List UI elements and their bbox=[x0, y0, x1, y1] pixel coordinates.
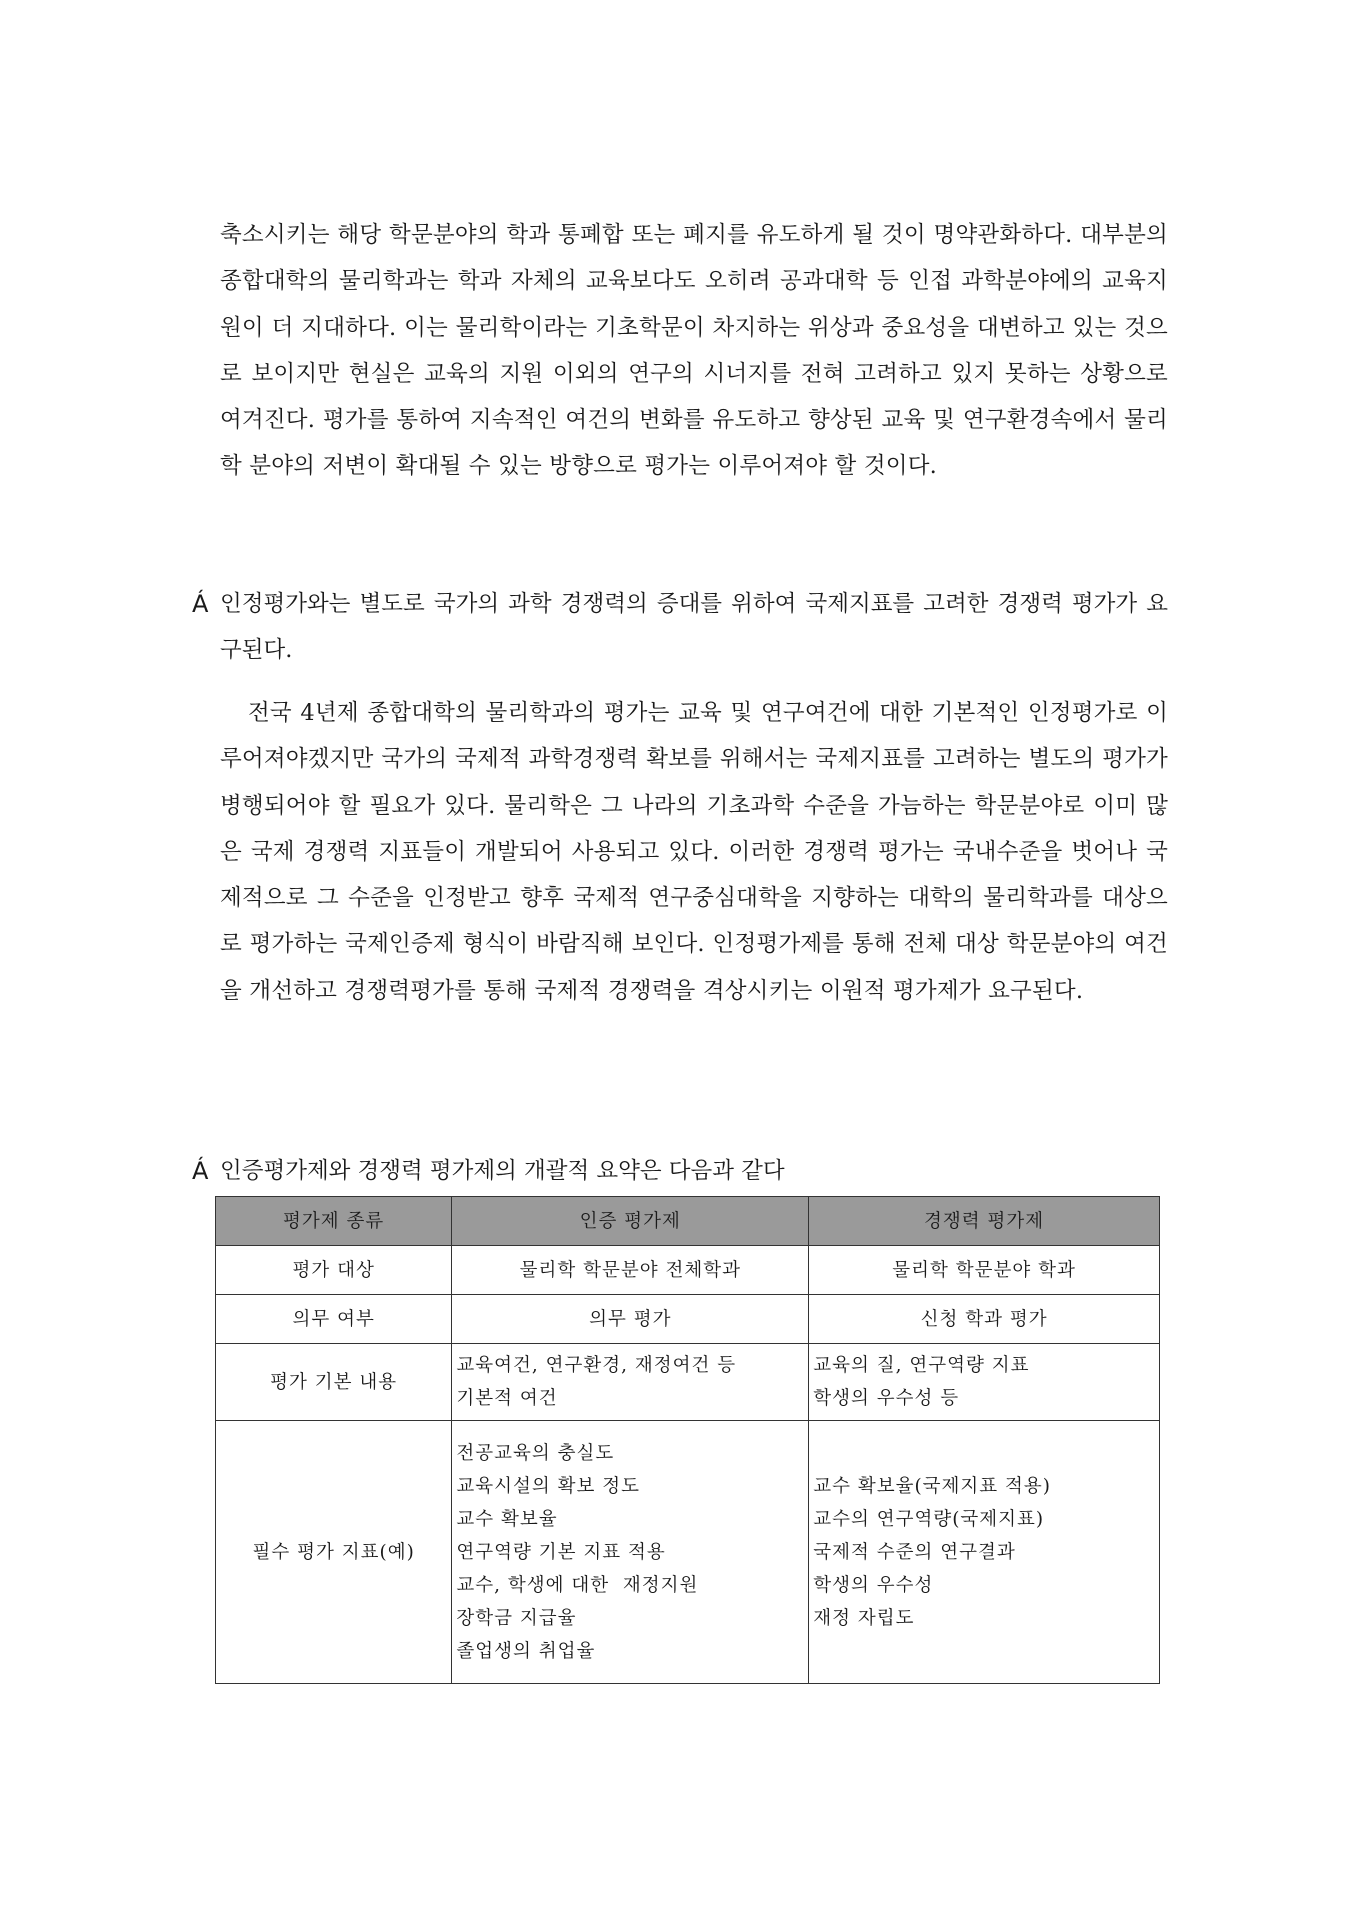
cell-line: 학생의 우수성 등 bbox=[813, 1388, 960, 1409]
table-row bbox=[216, 1246, 1160, 1295]
cell-line: 교수 확보율 bbox=[456, 1508, 558, 1530]
summary-table bbox=[215, 1196, 1160, 1684]
row-label: 필수 평가 지표(예) bbox=[216, 1421, 452, 1684]
row-label: 평가 대상 bbox=[216, 1246, 452, 1295]
table-cell bbox=[809, 1421, 1160, 1684]
cell-line: 교육시설의 확보 정도 bbox=[456, 1475, 640, 1497]
header-competitiveness: 경쟁력 평가제 bbox=[809, 1197, 1160, 1246]
table-header-row bbox=[216, 1197, 1160, 1246]
cell-line: 전공교육의 충실도 bbox=[456, 1442, 615, 1464]
table-row bbox=[216, 1421, 1160, 1684]
paragraph-continuation: 축소시키는 해당 학문분야의 학과 통폐합 또는 폐지를 유도하게 될 것이 명약관화하다. 대부분의 종합대학의 물리학과는 학과 자체의 교육보다도 오히려 공과대학 등 인접 과학분야에의 교육지원이 더 지대하다. 이는 물리학이라는 기초학문이 차지하는 위상과 중요성을 대변하고 있는 것으로 보이지만 현실은 교육의 지원 이외의 연구의 시너지를 전혀 고려하고 있지 못하는 상황으로 여겨진다. 평가를 통하여 지속적인 여건의 변화를 유도하고 향상된 교육 및 연구환경속에서 물리학 분야의 저변이 확대될 수 있는 방향으로 평가는 이루어져야 할 것이다. bbox=[220, 222, 1168, 480]
bullet-icon: Á bbox=[192, 1157, 209, 1185]
row-label: 의무 여부 bbox=[216, 1295, 452, 1344]
table-cell: 물리학 학문분야 학과 bbox=[809, 1246, 1160, 1295]
cell-line: 장학금 지급율 bbox=[456, 1607, 577, 1629]
bullet-text: 인정평가와는 별도로 국가의 과학 경쟁력의 증대를 위하여 국제지표를 고려한 경쟁력 평가가 요구된다. bbox=[220, 591, 1168, 664]
bullet-item-competitiveness bbox=[192, 581, 1168, 674]
cell-line: 졸업생의 취업율 bbox=[456, 1640, 596, 1662]
table-cell: 의무 평가 bbox=[452, 1295, 809, 1344]
cell-line: 교수, 학생에 대한 재정지원 bbox=[456, 1574, 699, 1596]
row-label: 평가 기본 내용 bbox=[216, 1344, 452, 1421]
table-cell bbox=[452, 1421, 809, 1684]
table-row bbox=[216, 1295, 1160, 1344]
bullet-item-summary bbox=[192, 1148, 1168, 1194]
cell-line: 교육의 질, 연구역량 지표 bbox=[813, 1355, 1030, 1376]
cell-line: 국제적 수준의 연구결과 bbox=[813, 1541, 1016, 1563]
cell-line: 기본적 여건 bbox=[456, 1388, 558, 1409]
cell-line: 연구역량 기본 지표 적용 bbox=[456, 1541, 666, 1563]
cell-line: 재정 자립도 bbox=[813, 1607, 915, 1629]
table-cell bbox=[452, 1344, 809, 1421]
table-cell bbox=[809, 1344, 1160, 1421]
table-cell: 신청 학과 평가 bbox=[809, 1295, 1160, 1344]
header-type: 평가제 종류 bbox=[216, 1197, 452, 1246]
table-row bbox=[216, 1344, 1160, 1421]
paragraph-dual-evaluation: 전국 4년제 종합대학의 물리학과의 평가는 교육 및 연구여건에 대한 기본적인 인정평가로 이루어져야겠지만 국가의 국제적 과학경쟁력 확보를 위해서는 국제지표를 고려하는 별도의 평가가 병행되어야 할 필요가 있다. 물리학은 그 나라의 기초과학 수준을 가늠하는 학문분야로 이미 많은 국제 경쟁력 지표들이 개발되어 사용되고 있다. 이러한 경쟁력 평가는 국내수준을 벗어나 국제적으로 그 수준을 인정받고 향후 국제적 연구중심대학을 지향하는 대학의 물리학과를 대상으로 평가하는 국제인증제 형식이 바람직해 보인다. 인정평가제를 통해 전체 대상 학문분야의 여건을 개선하고 경쟁력평가를 통해 국제적 경쟁력을 격상시키는 이원적 평가제가 요구된다. bbox=[220, 700, 1168, 1004]
bullet-icon: Á bbox=[192, 590, 209, 618]
cell-line: 교수 확보율(국제지표 적용) bbox=[813, 1475, 1051, 1497]
header-certification: 인증 평가제 bbox=[452, 1197, 809, 1246]
bullet-text: 인증평가제와 경쟁력 평가제의 개괄적 요약은 다음과 같다 bbox=[220, 1158, 785, 1184]
cell-line: 교육여건, 연구환경, 재정여건 등 bbox=[456, 1355, 737, 1376]
table-cell: 물리학 학문분야 전체학과 bbox=[452, 1246, 809, 1295]
cell-line: 교수의 연구역량(국제지표) bbox=[813, 1508, 1045, 1530]
cell-line: 학생의 우수성 bbox=[813, 1574, 934, 1596]
